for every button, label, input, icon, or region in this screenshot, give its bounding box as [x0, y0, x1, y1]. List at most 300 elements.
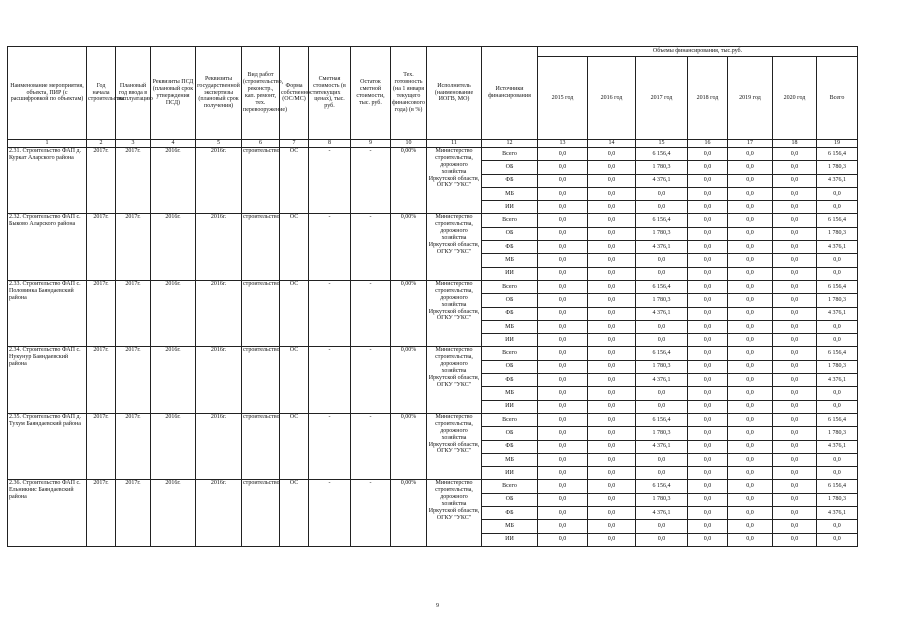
- header-commission-year: Плановый год ввода в эксплуатацию: [116, 47, 151, 140]
- value-cell: 0,0: [588, 148, 636, 161]
- column-number: 16: [688, 140, 728, 148]
- value-cell: 6 156,4: [636, 413, 688, 426]
- value-cell: 0,0: [773, 254, 817, 267]
- executor: Министерство строительства, дорожного хозяйства Иркутской области, ОГКУ "УКС": [427, 214, 482, 280]
- header-funding-source: Источники финансирования: [482, 47, 538, 140]
- value-cell: 0,0: [728, 174, 773, 187]
- column-number-row: [8, 140, 858, 148]
- table-row: [8, 214, 858, 227]
- value-cell: 0,0: [588, 387, 636, 400]
- funding-source: МБ: [482, 387, 538, 400]
- funding-source: ФБ: [482, 307, 538, 320]
- value-cell: 0,0: [773, 413, 817, 426]
- value-cell: 0,0: [538, 387, 588, 400]
- value-cell: 0,0: [773, 347, 817, 360]
- header-year-3: 2018 год: [688, 57, 728, 140]
- value-cell: 0,0: [538, 374, 588, 387]
- value-cell: 0,0: [538, 148, 588, 161]
- value-cell: 0,0: [588, 507, 636, 520]
- value-cell: 0,0: [728, 307, 773, 320]
- value-cell: 0,0: [773, 533, 817, 546]
- value-cell: 0,0: [636, 533, 688, 546]
- value-cell: 0,0: [688, 280, 728, 293]
- value-cell: 1 780,3: [817, 227, 858, 240]
- object-name: 2.35. Строительство ФАП д. Тухум Баяндаевский района: [8, 413, 87, 479]
- ownership: ОС: [280, 413, 309, 479]
- start-year: 2017г.: [87, 480, 116, 546]
- value-cell: 6 156,4: [817, 280, 858, 293]
- value-cell: 0,0: [588, 320, 636, 333]
- value-cell: 0,0: [636, 267, 688, 280]
- value-cell: 4 376,1: [817, 307, 858, 320]
- value-cell: 0,0: [538, 400, 588, 413]
- value-cell: 0,0: [688, 360, 728, 373]
- header-executor: Исполнитель (наименование ИОГВ, МО): [427, 47, 482, 140]
- column-number: 5: [196, 140, 242, 148]
- value-cell: 0,0: [688, 480, 728, 493]
- value-cell: 0,0: [636, 520, 688, 533]
- value-cell: 0,0: [773, 241, 817, 254]
- value-cell: 0,0: [688, 413, 728, 426]
- funding-source: Всего: [482, 214, 538, 227]
- column-number: 11: [427, 140, 482, 148]
- value-cell: 0,0: [588, 400, 636, 413]
- value-cell: 0,0: [688, 427, 728, 440]
- value-cell: 0,0: [773, 214, 817, 227]
- estimated-cost: -: [309, 413, 351, 479]
- value-cell: 0,0: [538, 307, 588, 320]
- value-cell: 0,0: [773, 493, 817, 506]
- value-cell: 4 376,1: [636, 241, 688, 254]
- readiness: 0,00%: [391, 280, 427, 346]
- ownership: ОС: [280, 280, 309, 346]
- value-cell: 0,0: [688, 467, 728, 480]
- psd-year: 2016г.: [151, 347, 196, 413]
- value-cell: 0,0: [773, 148, 817, 161]
- value-cell: 0,0: [538, 347, 588, 360]
- value-cell: 0,0: [588, 360, 636, 373]
- value-cell: 0,0: [688, 507, 728, 520]
- value-cell: 4 376,1: [817, 174, 858, 187]
- value-cell: 0,0: [728, 294, 773, 307]
- value-cell: 0,0: [728, 453, 773, 466]
- funding-source: МБ: [482, 320, 538, 333]
- expertise-year: 2016г.: [196, 347, 242, 413]
- value-cell: 0,0: [588, 413, 636, 426]
- value-cell: 0,0: [688, 320, 728, 333]
- value-cell: 0,0: [688, 493, 728, 506]
- value-cell: 0,0: [817, 533, 858, 546]
- value-cell: 0,0: [728, 227, 773, 240]
- value-cell: 0,0: [588, 347, 636, 360]
- value-cell: 0,0: [773, 201, 817, 214]
- value-cell: 0,0: [773, 280, 817, 293]
- value-cell: 0,0: [688, 374, 728, 387]
- value-cell: 0,0: [538, 413, 588, 426]
- value-cell: 0,0: [588, 187, 636, 200]
- expertise-year: 2016г.: [196, 413, 242, 479]
- column-number: 10: [391, 140, 427, 148]
- value-cell: 0,0: [538, 507, 588, 520]
- funding-source: ИИ: [482, 267, 538, 280]
- value-cell: 1 780,3: [817, 493, 858, 506]
- page-number: 9: [436, 603, 439, 609]
- funding-source: ИИ: [482, 201, 538, 214]
- column-number: 19: [817, 140, 858, 148]
- value-cell: 0,0: [588, 307, 636, 320]
- value-cell: 0,0: [538, 201, 588, 214]
- value-cell: 0,0: [773, 400, 817, 413]
- value-cell: 0,0: [588, 214, 636, 227]
- funding-source: Всего: [482, 347, 538, 360]
- funding-source: ОБ: [482, 360, 538, 373]
- value-cell: 0,0: [728, 387, 773, 400]
- value-cell: 0,0: [588, 267, 636, 280]
- column-number: 7: [280, 140, 309, 148]
- funding-source: ОБ: [482, 493, 538, 506]
- header-ownership: Форма собственности (ОС/МС): [280, 47, 309, 140]
- value-cell: 0,0: [728, 467, 773, 480]
- funding-source: ИИ: [482, 400, 538, 413]
- funding-source: ФБ: [482, 374, 538, 387]
- work-type: строительство: [242, 480, 280, 546]
- value-cell: 0,0: [688, 201, 728, 214]
- value-cell: 0,0: [538, 493, 588, 506]
- funding-source: ОБ: [482, 427, 538, 440]
- ownership: ОС: [280, 480, 309, 546]
- value-cell: 0,0: [688, 161, 728, 174]
- value-cell: 0,0: [636, 254, 688, 267]
- value-cell: 1 780,3: [817, 161, 858, 174]
- funding-source: МБ: [482, 254, 538, 267]
- header-cost-remainder: Остаток сметной стоимости, тыс. руб.: [351, 47, 391, 140]
- header-psd: Реквизиты ПСД (плановый срок утверждения ПСД): [151, 47, 196, 140]
- value-cell: 0,0: [728, 413, 773, 426]
- value-cell: 0,0: [817, 400, 858, 413]
- value-cell: 0,0: [773, 387, 817, 400]
- value-cell: 0,0: [773, 374, 817, 387]
- funding-source: МБ: [482, 520, 538, 533]
- commission-year: 2017г.: [116, 347, 151, 413]
- start-year: 2017г.: [87, 214, 116, 280]
- ownership: ОС: [280, 214, 309, 280]
- value-cell: 1 780,3: [636, 294, 688, 307]
- column-number: 18: [773, 140, 817, 148]
- value-cell: 0,0: [728, 507, 773, 520]
- column-number: 3: [116, 140, 151, 148]
- value-cell: 0,0: [688, 400, 728, 413]
- value-cell: 6 156,4: [636, 148, 688, 161]
- readiness: 0,00%: [391, 148, 427, 214]
- value-cell: 0,0: [773, 307, 817, 320]
- value-cell: 0,0: [688, 187, 728, 200]
- work-type: строительство: [242, 148, 280, 214]
- column-number: 6: [242, 140, 280, 148]
- value-cell: 0,0: [588, 334, 636, 347]
- value-cell: 0,0: [773, 467, 817, 480]
- value-cell: 0,0: [688, 267, 728, 280]
- value-cell: 0,0: [728, 320, 773, 333]
- value-cell: 0,0: [773, 187, 817, 200]
- column-number: 2: [87, 140, 116, 148]
- value-cell: 1 780,3: [817, 427, 858, 440]
- value-cell: 1 780,3: [636, 360, 688, 373]
- readiness: 0,00%: [391, 413, 427, 479]
- estimated-cost: -: [309, 280, 351, 346]
- value-cell: 0,0: [817, 387, 858, 400]
- value-cell: 0,0: [588, 493, 636, 506]
- funding-source: Всего: [482, 413, 538, 426]
- financing-table: [7, 46, 858, 547]
- value-cell: 0,0: [728, 241, 773, 254]
- funding-source: ФБ: [482, 241, 538, 254]
- value-cell: 0,0: [773, 440, 817, 453]
- header-year-5: 2020 год: [773, 57, 817, 140]
- header-year-4: 2019 год: [728, 57, 773, 140]
- table-row: [8, 480, 858, 493]
- value-cell: 0,0: [538, 440, 588, 453]
- value-cell: 0,0: [538, 254, 588, 267]
- value-cell: 0,0: [588, 241, 636, 254]
- value-cell: 0,0: [688, 174, 728, 187]
- column-number: 9: [351, 140, 391, 148]
- value-cell: 0,0: [688, 227, 728, 240]
- header-row: [8, 47, 858, 57]
- estimated-cost: -: [309, 347, 351, 413]
- table-row: [8, 347, 858, 360]
- value-cell: 0,0: [773, 480, 817, 493]
- value-cell: 1 780,3: [817, 360, 858, 373]
- value-cell: 0,0: [688, 254, 728, 267]
- psd-year: 2016г.: [151, 480, 196, 546]
- value-cell: 0,0: [636, 201, 688, 214]
- value-cell: 0,0: [538, 453, 588, 466]
- table-row: [8, 280, 858, 293]
- value-cell: 0,0: [728, 347, 773, 360]
- value-cell: 4 376,1: [817, 241, 858, 254]
- value-cell: 4 376,1: [817, 507, 858, 520]
- value-cell: 0,0: [588, 520, 636, 533]
- psd-year: 2016г.: [151, 413, 196, 479]
- value-cell: 0,0: [588, 161, 636, 174]
- value-cell: 1 780,3: [817, 294, 858, 307]
- value-cell: 0,0: [538, 480, 588, 493]
- column-number: 4: [151, 140, 196, 148]
- estimated-cost: -: [309, 148, 351, 214]
- value-cell: 0,0: [588, 427, 636, 440]
- start-year: 2017г.: [87, 347, 116, 413]
- value-cell: 0,0: [773, 360, 817, 373]
- estimated-cost: -: [309, 214, 351, 280]
- funding-source: ИИ: [482, 334, 538, 347]
- value-cell: 4 376,1: [636, 374, 688, 387]
- value-cell: 0,0: [636, 453, 688, 466]
- value-cell: 0,0: [588, 453, 636, 466]
- column-number: 14: [588, 140, 636, 148]
- funding-source: ОБ: [482, 161, 538, 174]
- executor: Министерство строительства, дорожного хозяйства Иркутской области, ОГКУ "УКС": [427, 148, 482, 214]
- value-cell: 0,0: [728, 360, 773, 373]
- value-cell: 0,0: [688, 533, 728, 546]
- value-cell: 0,0: [728, 280, 773, 293]
- value-cell: 1 780,3: [636, 493, 688, 506]
- value-cell: 4 376,1: [636, 174, 688, 187]
- value-cell: 1 780,3: [636, 427, 688, 440]
- value-cell: 6 156,4: [636, 214, 688, 227]
- value-cell: 4 376,1: [817, 374, 858, 387]
- value-cell: 0,0: [538, 174, 588, 187]
- header-financing-group: Объемы финансирования, тыс.руб.: [538, 47, 858, 57]
- value-cell: 4 376,1: [636, 440, 688, 453]
- value-cell: 0,0: [728, 440, 773, 453]
- value-cell: 0,0: [538, 280, 588, 293]
- value-cell: 0,0: [588, 533, 636, 546]
- header-year-2: 2017 год: [636, 57, 688, 140]
- ownership: ОС: [280, 148, 309, 214]
- value-cell: 4 376,1: [636, 307, 688, 320]
- value-cell: 0,0: [636, 320, 688, 333]
- readiness: 0,00%: [391, 347, 427, 413]
- value-cell: 0,0: [728, 533, 773, 546]
- value-cell: 0,0: [636, 187, 688, 200]
- value-cell: 0,0: [728, 161, 773, 174]
- value-cell: 0,0: [773, 227, 817, 240]
- table-body: [8, 140, 858, 547]
- funding-source: ИИ: [482, 467, 538, 480]
- value-cell: 0,0: [588, 227, 636, 240]
- value-cell: 0,0: [538, 214, 588, 227]
- start-year: 2017г.: [87, 148, 116, 214]
- column-number: 15: [636, 140, 688, 148]
- header-estimated-cost: Сметная стоимость (в текущих ценах), тыс. руб.: [309, 47, 351, 140]
- value-cell: 6 156,4: [817, 413, 858, 426]
- value-cell: 0,0: [588, 480, 636, 493]
- funding-source: ФБ: [482, 440, 538, 453]
- header-object-name: Наименование мероприятия, объекта, ПИР (с расшифровкой по объектам): [8, 47, 87, 140]
- header-year-6: Всего: [817, 57, 858, 140]
- header-year-0: 2015 год: [538, 57, 588, 140]
- object-name: 2.32. Строительство ФАП с. Быково Аларского района: [8, 214, 87, 280]
- work-type: строительство: [242, 214, 280, 280]
- value-cell: 0,0: [688, 214, 728, 227]
- expertise-year: 2016г.: [196, 280, 242, 346]
- value-cell: 6 156,4: [636, 347, 688, 360]
- table-row: [8, 413, 858, 426]
- value-cell: 0,0: [636, 334, 688, 347]
- value-cell: 0,0: [538, 227, 588, 240]
- value-cell: 0,0: [817, 467, 858, 480]
- value-cell: 4 376,1: [817, 440, 858, 453]
- value-cell: 0,0: [538, 267, 588, 280]
- value-cell: 0,0: [688, 294, 728, 307]
- value-cell: 0,0: [728, 374, 773, 387]
- value-cell: 0,0: [688, 241, 728, 254]
- value-cell: 0,0: [773, 267, 817, 280]
- cost-remainder: -: [351, 347, 391, 413]
- value-cell: 0,0: [728, 493, 773, 506]
- value-cell: 0,0: [688, 453, 728, 466]
- object-name: 2.36. Строительство ФАП с. Ельникнис Баяндаевский района: [8, 480, 87, 546]
- expertise-year: 2016г.: [196, 148, 242, 214]
- value-cell: 0,0: [817, 453, 858, 466]
- commission-year: 2017г.: [116, 214, 151, 280]
- value-cell: 0,0: [728, 254, 773, 267]
- ownership: ОС: [280, 347, 309, 413]
- value-cell: 0,0: [817, 187, 858, 200]
- column-number: 17: [728, 140, 773, 148]
- value-cell: 0,0: [728, 187, 773, 200]
- value-cell: 0,0: [817, 201, 858, 214]
- value-cell: 0,0: [688, 440, 728, 453]
- executor: Министерство строительства, дорожного хозяйства Иркутской области, ОГКУ "УКС": [427, 480, 482, 546]
- cost-remainder: -: [351, 148, 391, 214]
- psd-year: 2016г.: [151, 280, 196, 346]
- readiness: 0,00%: [391, 480, 427, 546]
- funding-source: Всего: [482, 148, 538, 161]
- value-cell: 0,0: [688, 148, 728, 161]
- cost-remainder: -: [351, 413, 391, 479]
- work-type: строительство: [242, 280, 280, 346]
- value-cell: 0,0: [588, 294, 636, 307]
- value-cell: 0,0: [728, 267, 773, 280]
- readiness: 0,00%: [391, 214, 427, 280]
- commission-year: 2017г.: [116, 413, 151, 479]
- expertise-year: 2016г.: [196, 214, 242, 280]
- value-cell: 6 156,4: [817, 347, 858, 360]
- column-number: 1: [8, 140, 87, 148]
- header-readiness: Тех. готовность (на 1 января текущего финансового года) (в %): [391, 47, 427, 140]
- value-cell: 0,0: [773, 320, 817, 333]
- value-cell: 0,0: [728, 334, 773, 347]
- object-name: 2.31. Строительство ФАП д. Куркат Аларского района: [8, 148, 87, 214]
- value-cell: 0,0: [728, 480, 773, 493]
- value-cell: 0,0: [636, 387, 688, 400]
- object-name: 2.33. Строительство ФАП с. Половинка Баяндаевский района: [8, 280, 87, 346]
- value-cell: 0,0: [588, 467, 636, 480]
- funding-source: МБ: [482, 453, 538, 466]
- value-cell: 0,0: [538, 467, 588, 480]
- value-cell: 0,0: [773, 334, 817, 347]
- value-cell: 0,0: [588, 174, 636, 187]
- value-cell: 0,0: [817, 254, 858, 267]
- funding-source: МБ: [482, 187, 538, 200]
- work-type: строительство: [242, 347, 280, 413]
- value-cell: 0,0: [538, 427, 588, 440]
- value-cell: 1 780,3: [636, 161, 688, 174]
- value-cell: 6 156,4: [636, 480, 688, 493]
- value-cell: 6 156,4: [817, 148, 858, 161]
- value-cell: 0,0: [588, 254, 636, 267]
- executor: Министерство строительства, дорожного хозяйства Иркутской области, ОГКУ "УКС": [427, 280, 482, 346]
- work-type: строительство: [242, 413, 280, 479]
- column-number: 12: [482, 140, 538, 148]
- value-cell: 0,0: [688, 387, 728, 400]
- funding-source: ИИ: [482, 533, 538, 546]
- value-cell: 0,0: [688, 520, 728, 533]
- value-cell: 0,0: [688, 334, 728, 347]
- funding-source: Всего: [482, 480, 538, 493]
- cost-remainder: -: [351, 480, 391, 546]
- start-year: 2017г.: [87, 280, 116, 346]
- start-year: 2017г.: [87, 413, 116, 479]
- value-cell: 0,0: [817, 520, 858, 533]
- value-cell: 1 780,3: [636, 227, 688, 240]
- funding-source: ФБ: [482, 507, 538, 520]
- value-cell: 0,0: [728, 400, 773, 413]
- value-cell: 0,0: [688, 347, 728, 360]
- value-cell: 0,0: [538, 520, 588, 533]
- table-row: [8, 148, 858, 161]
